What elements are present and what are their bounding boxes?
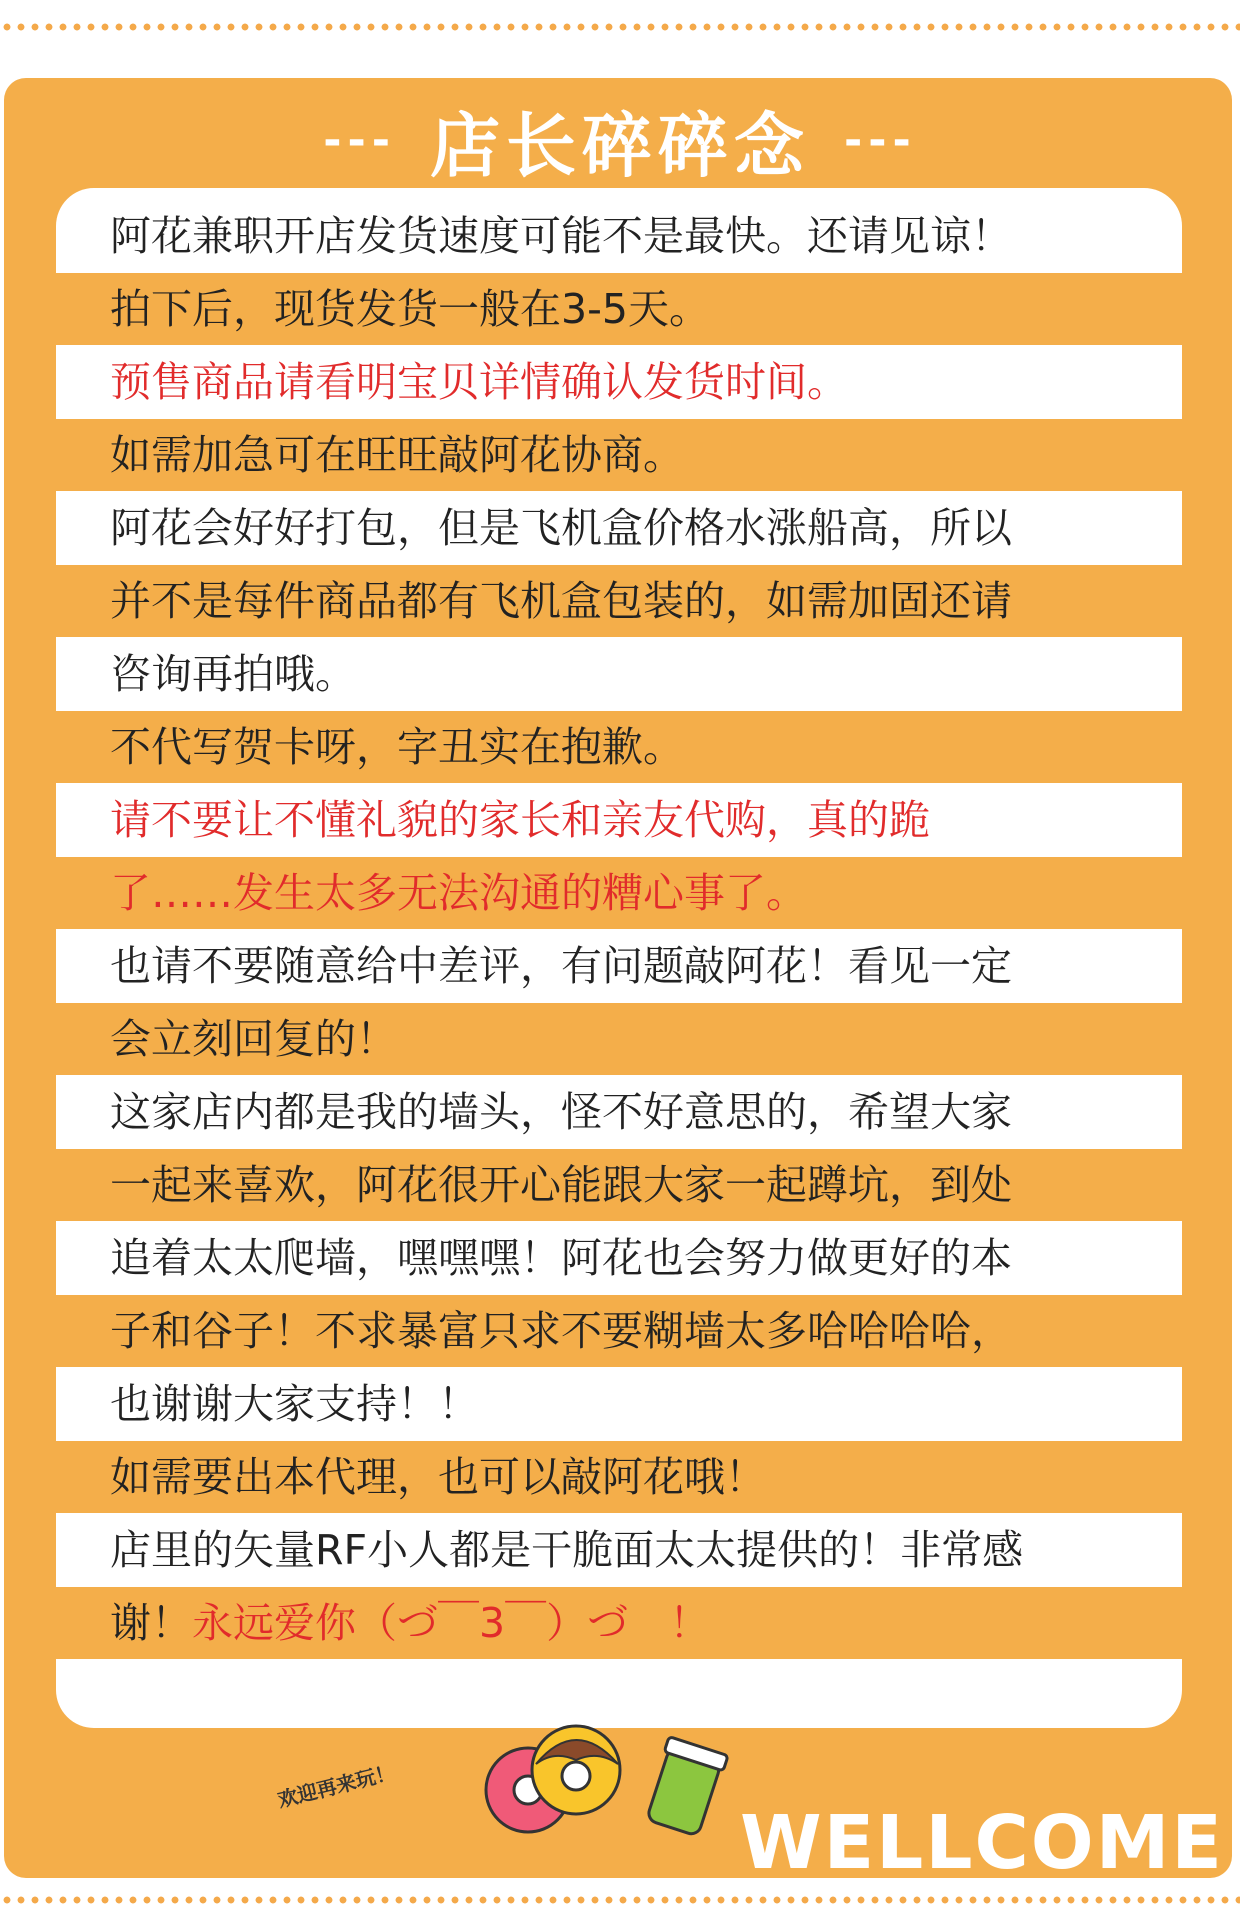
notice-line: 子和谷子！不求暴富只求不要糊墙太多哈哈哈哈，: [56, 1295, 1182, 1367]
donut-icon: [480, 1720, 630, 1840]
title-bar: [0, 104, 1240, 187]
notice-line: 这家店内都是我的墙头，怪不好意思的，希望大家: [110, 1088, 1012, 1136]
notice-line: 店里的矢量RF小人都是干脆面太太提供的！非常感: [110, 1526, 1024, 1574]
title-dashes-left: ---: [323, 114, 396, 166]
notice-line: 咨询再拍哦。: [110, 650, 356, 698]
notice-line-last: [56, 1587, 1182, 1659]
last-line-red-text: 永远爱你（づ￣3￣）づ ！: [192, 1599, 711, 1647]
notice-panel: [56, 188, 1182, 1728]
notice-line: 阿花会好好打包，但是飞机盒价格水涨船高，所以: [110, 504, 1012, 552]
notice-line: 了……发生太多无法沟通的糟心事了。: [56, 857, 1182, 929]
title-dashes-right: ---: [844, 114, 917, 166]
welcome-word: WELLCOME: [740, 1800, 1224, 1886]
notice-line: 一起来喜欢，阿花很开心能跟大家一起蹲坑，到处: [56, 1149, 1182, 1221]
notice-line: 也谢谢大家支持！！: [110, 1380, 479, 1428]
last-line-prefix: 谢！: [110, 1599, 192, 1647]
notice-line: 并不是每件商品都有飞机盒包装的，如需加固还请: [56, 565, 1182, 637]
notice-line: 如需要出本代理，也可以敲阿花哦！: [56, 1441, 1182, 1513]
top-dotted-border: [0, 22, 1240, 32]
notice-line: 阿花兼职开店发货速度可能不是最快。还请见谅！: [110, 212, 1012, 260]
notice-line: 不代写贺卡呀，字丑实在抱歉。: [56, 711, 1182, 783]
notice-line: 预售商品请看明宝贝详情确认发货时间。: [110, 358, 848, 406]
notice-line: 拍下后，现货发货一般在3-5天。: [56, 273, 1182, 345]
notice-line: 也请不要随意给中差评，有问题敲阿花！看见一定: [110, 942, 1012, 990]
notice-line: 会立刻回复的！: [56, 1003, 1182, 1075]
notice-line: 追着太太爬墙，嘿嘿嘿！阿花也会努力做更好的本: [110, 1234, 1012, 1282]
bottom-dotted-border: [0, 1895, 1240, 1905]
notice-line: 请不要让不懂礼貌的家长和亲友代购，真的跪: [110, 796, 930, 844]
page-title: 店长碎碎念: [430, 104, 810, 187]
notice-line: 如需加急可在旺旺敲阿花协商。: [56, 419, 1182, 491]
welcome-handwritten-text: 欢迎再来玩！: [275, 1759, 398, 1813]
